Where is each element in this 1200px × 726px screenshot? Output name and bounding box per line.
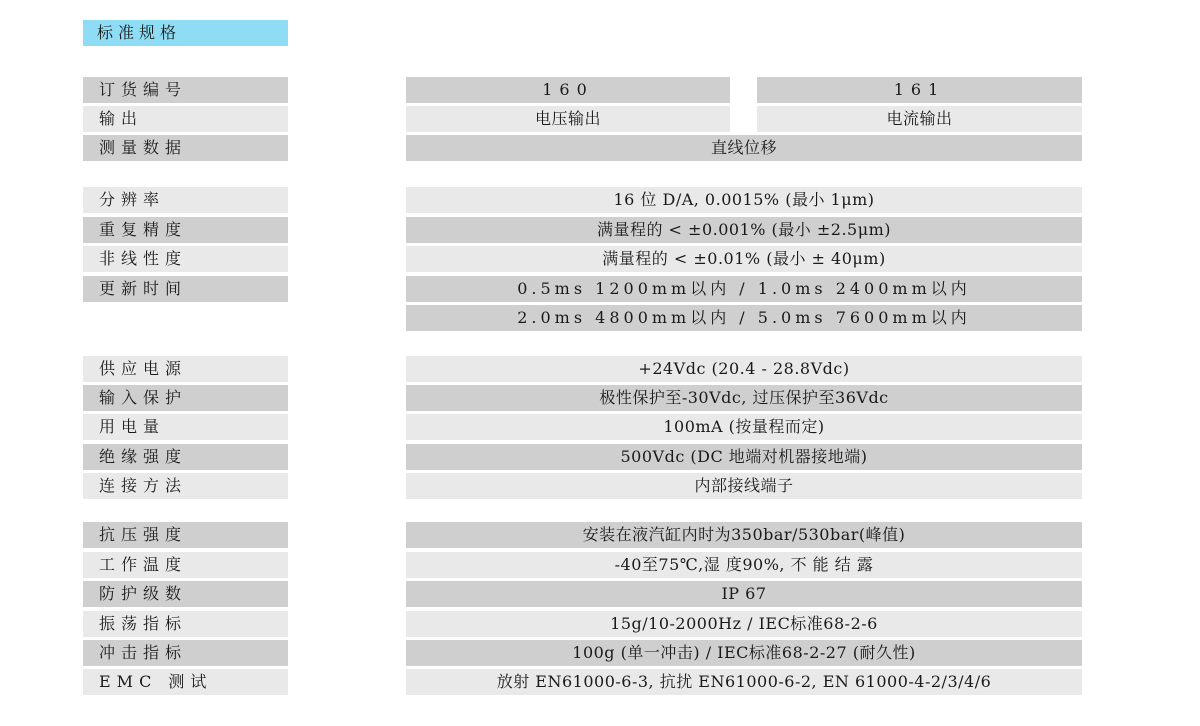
label-nonlinearity: 非线性度 [83, 246, 288, 272]
value-output-voltage: 电压输出 [406, 106, 730, 132]
value-measure-data: 直线位移 [406, 135, 1082, 161]
label-pressure: 抗压强度 [83, 522, 288, 548]
label-order-number: 订货编号 [83, 77, 288, 103]
value-vibration: 15g/10-2000Hz / IEC标准68-2-6 [406, 611, 1082, 637]
value-insulation: 500Vdc (DC 地端对机器接地端) [406, 444, 1082, 470]
section-title: 标准规格 [83, 20, 288, 46]
label-update-time: 更新时间 [83, 276, 288, 302]
value-nonlinearity: 满量程的 < ±0.01% (最小 ± 40μm) [406, 246, 1082, 272]
value-update-time-2: 2.0ms 4800mm以内 / 5.0ms 7600mm以内 [406, 305, 1082, 331]
value-current-draw: 100mA (按量程而定) [406, 414, 1082, 440]
label-repeatability: 重复精度 [83, 217, 288, 243]
label-protection-class: 防护级数 [83, 581, 288, 607]
label-power-supply: 供应电源 [83, 356, 288, 382]
label-input-protection: 输入保护 [83, 385, 288, 411]
value-power-supply: +24Vdc (20.4 - 28.8Vdc) [406, 356, 1082, 382]
value-connection: 内部接线端子 [406, 473, 1082, 499]
label-emc-test: EMC 测试 [83, 669, 288, 695]
value-pressure: 安装在液汽缸内时为350bar/530bar(峰值) [406, 522, 1082, 548]
label-temperature: 工作温度 [83, 552, 288, 578]
value-update-time-1: 0.5ms 1200mm以内 / 1.0ms 2400mm以内 [406, 276, 1082, 302]
value-order-160: 160 [406, 77, 730, 103]
label-measure-data: 测量数据 [83, 135, 288, 161]
value-output-current: 电流输出 [757, 106, 1082, 132]
value-input-protection: 极性保护至-30Vdc, 过压保护至36Vdc [406, 385, 1082, 411]
label-resolution: 分辨率 [83, 187, 288, 213]
label-insulation: 绝缘强度 [83, 444, 288, 470]
value-emc-test: 放射 EN61000-6-3, 抗扰 EN61000-6-2, EN 61000-4-2/3/4/6 [406, 669, 1082, 695]
value-protection-class: IP 67 [406, 581, 1082, 607]
label-connection: 连接方法 [83, 473, 288, 499]
label-vibration: 振荡指标 [83, 611, 288, 637]
value-shock: 100g (单一冲击) / IEC标准68-2-27 (耐久性) [406, 640, 1082, 666]
label-current-draw: 用电量 [83, 414, 288, 440]
label-shock: 冲击指标 [83, 640, 288, 666]
value-temperature: -40至75℃,湿 度90%, 不 能 结 露 [406, 552, 1082, 578]
label-output: 输出 [83, 106, 288, 132]
value-order-161: 161 [757, 77, 1082, 103]
value-resolution: 16 位 D/A, 0.0015% (最小 1μm) [406, 187, 1082, 213]
value-repeatability: 满量程的 < ±0.001% (最小 ±2.5μm) [406, 217, 1082, 243]
